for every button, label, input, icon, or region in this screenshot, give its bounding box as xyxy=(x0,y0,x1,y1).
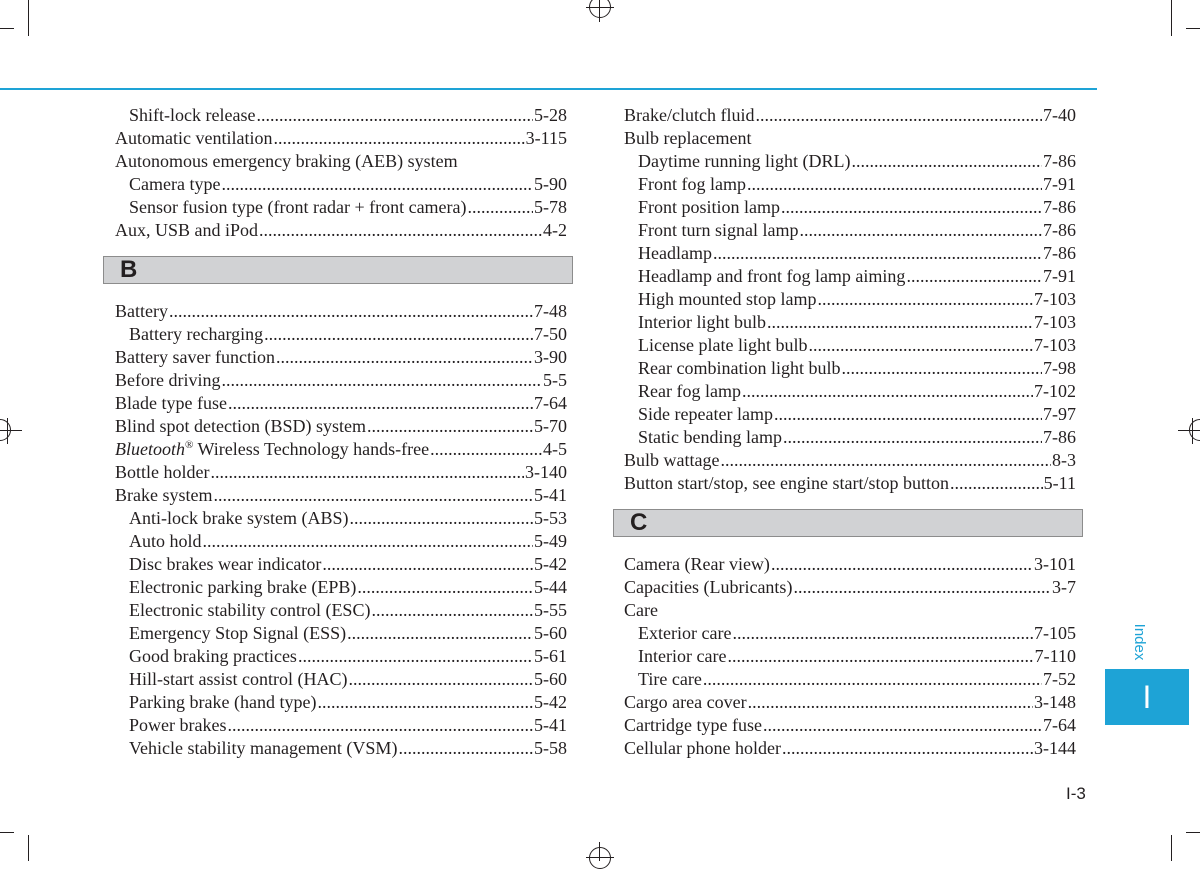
index-entry: Brake/clutch fluid ..... 7-40 xyxy=(624,104,1076,127)
side-tab xyxy=(1105,669,1189,725)
index-entry: Capacities (Lubricants) ..... 3-7 xyxy=(624,576,1076,599)
crop-mark xyxy=(28,0,29,36)
header-rule xyxy=(0,88,1097,90)
registration-mark xyxy=(589,0,611,18)
index-column-left xyxy=(115,104,567,760)
index-entry: Hill-start assist control (HAC) ..... 5-60 xyxy=(115,668,567,691)
index-entry: Electronic parking brake (EPB) ..... 5-44 xyxy=(115,576,567,599)
index-entry: Battery saver function ..... 3-90 xyxy=(115,346,567,369)
index-entry: Blind spot detection (BSD) system ..... 5-70 xyxy=(115,415,567,438)
index-entry: Battery recharging ..... 7-50 xyxy=(115,323,567,346)
side-tab-letter: I xyxy=(1142,678,1152,715)
index-entry: Good braking practices ..... 5-61 xyxy=(115,645,567,668)
index-entry: Before driving ..... 5-5 xyxy=(115,369,567,392)
index-entry: Power brakes ..... 5-41 xyxy=(115,714,567,737)
index-entry: Front fog lamp ..... 7-91 xyxy=(624,173,1076,196)
crop-mark xyxy=(1171,835,1172,861)
index-entry: Button start/stop, see engine start/stop button ..... 5-11 xyxy=(624,472,1076,495)
index-entry: Cargo area cover ..... 3-148 xyxy=(624,691,1076,714)
index-entry: Bluetooth® Wireless Technology hands-free ..... 4-5 xyxy=(115,438,567,461)
index-entry: Aux, USB and iPod ..... 4-2 xyxy=(115,219,567,242)
index-entry: Blade type fuse ..... 7-64 xyxy=(115,392,567,415)
crop-mark xyxy=(599,842,600,861)
index-entry: Battery ..... 7-48 xyxy=(115,300,567,323)
index-entry: Interior care ..... 7-110 xyxy=(624,645,1076,668)
crop-mark xyxy=(1171,0,1172,36)
crop-mark xyxy=(1192,418,1193,444)
crop-mark xyxy=(1178,430,1200,431)
index-entry: License plate light bulb ..... 7-103 xyxy=(624,334,1076,357)
index-entry: Auto hold ..... 5-49 xyxy=(115,530,567,553)
index-entry: Interior light bulb ..... 7-103 xyxy=(624,311,1076,334)
index-entry: Vehicle stability management (VSM) ..... 5-58 xyxy=(115,737,567,760)
crop-mark xyxy=(0,28,14,29)
index-entry: Daytime running light (DRL) ..... 7-86 xyxy=(624,150,1076,173)
crop-mark xyxy=(7,418,8,444)
index-entry: Autonomous emergency braking (AEB) system xyxy=(115,151,458,171)
registration-mark xyxy=(589,847,611,869)
crop-mark xyxy=(599,0,600,22)
crop-mark xyxy=(0,430,22,431)
index-entry: Rear fog lamp ..... 7-102 xyxy=(624,380,1076,403)
crop-mark xyxy=(28,835,29,861)
index-entry: Sensor fusion type (front radar + front camera) ..... 5-78 xyxy=(115,196,567,219)
index-column-right xyxy=(624,104,1076,760)
index-entry: Headlamp and front fog lamp aiming ..... 7-91 xyxy=(624,265,1076,288)
index-entry: Care xyxy=(624,600,658,620)
crop-mark xyxy=(1186,832,1200,833)
crop-mark xyxy=(586,7,614,8)
index-entry: Bulb wattage ..... 8-3 xyxy=(624,449,1076,472)
index-entry: Disc brakes wear indicator ..... 5-42 xyxy=(115,553,567,576)
page-number: I-3 xyxy=(1066,784,1086,803)
index-entry: Front turn signal lamp ..... 7-86 xyxy=(624,219,1076,242)
index-entry: Shift-lock release ..... 5-28 xyxy=(115,104,567,127)
index-entry: Front position lamp ..... 7-86 xyxy=(624,196,1076,219)
index-entry: Rear combination light bulb ..... 7-98 xyxy=(624,357,1076,380)
index-entry: Static bending lamp ..... 7-86 xyxy=(624,426,1076,449)
index-entry: Cartridge type fuse ..... 7-64 xyxy=(624,714,1076,737)
index-entry: Emergency Stop Signal (ESS) ..... 5-60 xyxy=(115,622,567,645)
index-entry: High mounted stop lamp ..... 7-103 xyxy=(624,288,1076,311)
section-header-c: C xyxy=(613,509,1083,537)
index-entry: Bulb replacement xyxy=(624,128,752,148)
index-entry: Bottle holder ..... 3-140 xyxy=(115,461,567,484)
index-entry: Automatic ventilation ..... 3-115 xyxy=(115,127,567,150)
side-tab-label: Index xyxy=(1131,623,1149,661)
index-entry: Tire care ..... 7-52 xyxy=(624,668,1076,691)
index-entry: Camera (Rear view) ..... 3-101 xyxy=(624,553,1076,576)
index-entry: Brake system ..... 5-41 xyxy=(115,484,567,507)
index-entry: Camera type ..... 5-90 xyxy=(115,173,567,196)
crop-mark xyxy=(0,832,14,833)
index-entry: Cellular phone holder ..... 3-144 xyxy=(624,737,1076,760)
index-entry: Headlamp ..... 7-86 xyxy=(624,242,1076,265)
crop-mark xyxy=(586,857,614,858)
section-header-b: B xyxy=(103,256,573,284)
crop-mark xyxy=(1186,28,1200,29)
index-entry: Anti-lock brake system (ABS) ..... 5-53 xyxy=(115,507,567,530)
index-entry: Parking brake (hand type) ..... 5-42 xyxy=(115,691,567,714)
index-entry: Exterior care ..... 7-105 xyxy=(624,622,1076,645)
index-entry: Electronic stability control (ESC) ..... 5-55 xyxy=(115,599,567,622)
index-entry: Side repeater lamp ..... 7-97 xyxy=(624,403,1076,426)
